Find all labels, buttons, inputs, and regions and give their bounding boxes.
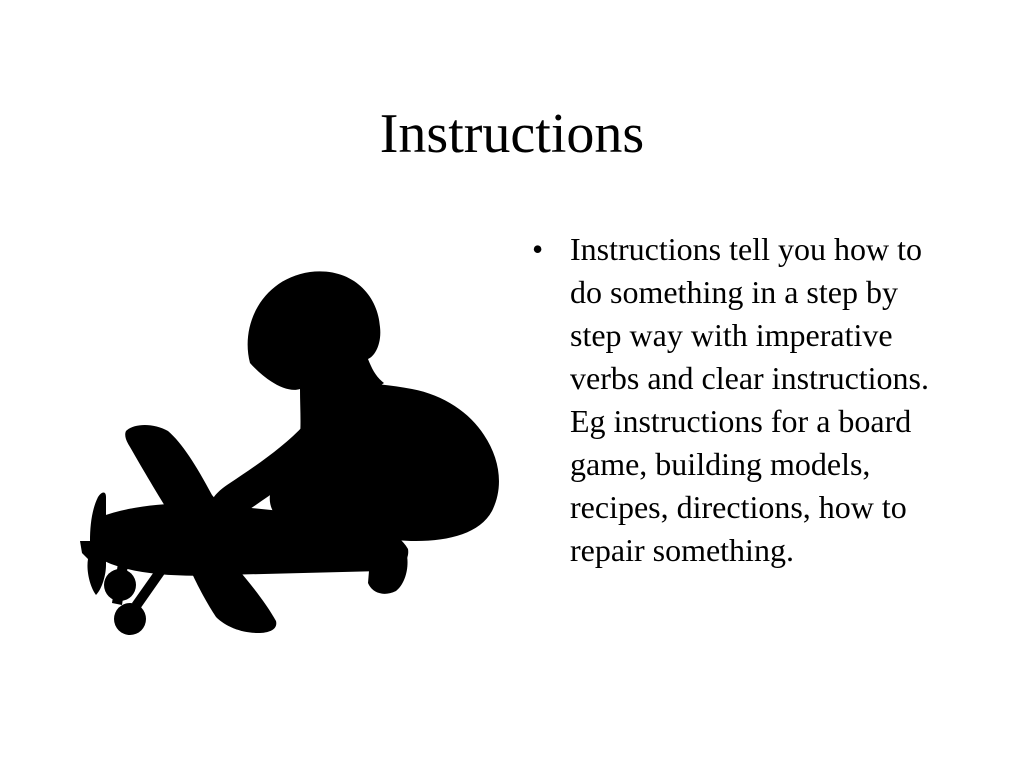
airplane-lower-wing-shape <box>190 567 276 633</box>
child-with-toy-airplane-silhouette <box>72 265 512 640</box>
airplane-wheel-shape <box>104 569 136 601</box>
bullet-marker: • <box>532 231 544 267</box>
bullet-list <box>530 228 940 572</box>
airplane-wheel-shape <box>114 603 146 635</box>
airplane-propeller-shape <box>80 493 106 596</box>
airplane-strut-shape <box>132 569 168 609</box>
airplane-upper-wing-shape <box>125 425 222 511</box>
list-item <box>530 228 940 572</box>
slide-title: Instructions <box>379 103 645 165</box>
bullet-text: Instructions tell you how to do something in a step by step way with imperative verbs and clear instructions. Eg instructions for a board game, building models, recipes, directions, how to repair something. <box>570 231 929 568</box>
